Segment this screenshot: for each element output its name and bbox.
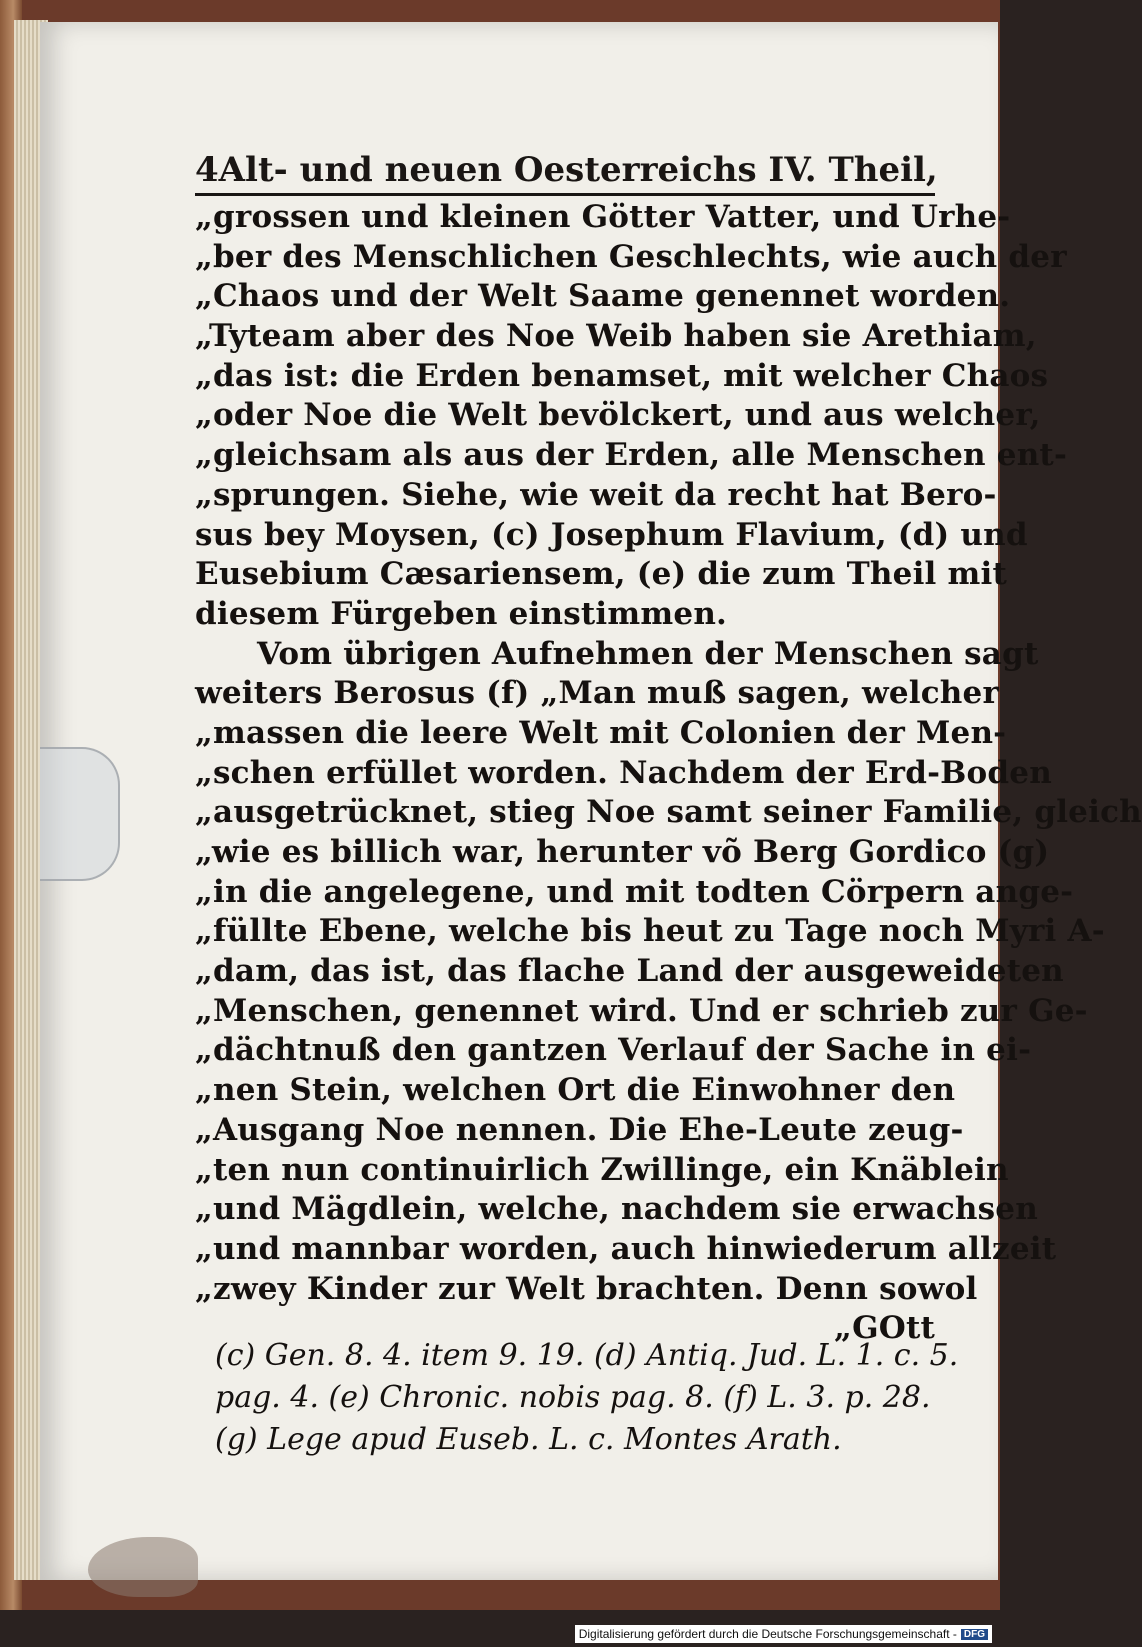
- text-line: „grossen und kleinen Götter Vatter, und Urhe-: [195, 199, 1011, 235]
- text-line: „ten nun continuirlich Zwillinge, ein Knäblein: [195, 1151, 1009, 1188]
- text-line: „Menschen, genennet wird. Und er schrieb zur Ge-: [195, 992, 1088, 1029]
- header-rule: [195, 193, 935, 196]
- footnote-line: (c) Gen. 8. 4. item 9. 19. (d) Antiq. Jud. L. 1. c. 5.: [215, 1338, 959, 1373]
- text-line: „und Mägdlein, welche, nachdem sie erwachsen: [195, 1191, 1038, 1228]
- text-line: „in die angelegene, und mit todten Cörpern ange-: [195, 873, 1074, 910]
- text-line: „zwey Kinder zur Welt brachten. Denn sowol: [195, 1270, 978, 1307]
- text-line: „dächtnuß den gantzen Verlauf der Sache in ei-: [195, 1032, 1032, 1069]
- page-clip: [40, 747, 120, 881]
- funding-credit: [575, 1625, 992, 1643]
- footnotes: [215, 1335, 959, 1461]
- text-line: „nen Stein, welchen Ort die Einwohner den: [195, 1072, 956, 1109]
- text-line: „Chaos und der Welt Saame genennet worden.: [195, 278, 1011, 315]
- footnote-line: (g) Lege apud Euseb. L. c. Montes Arath.: [215, 1422, 842, 1457]
- running-header: [195, 140, 938, 190]
- text-line: „dam, das ist, das flache Land der ausgeweideten: [195, 953, 1064, 990]
- text-line: „oder Noe die Welt bevölckert, und aus welcher,: [195, 397, 1041, 434]
- text-line: „sprungen. Siehe, wie weit da recht hat Bero-: [195, 476, 997, 513]
- paper-stain: [88, 1537, 198, 1597]
- text-line: Eusebium Cæsariensem, (e) die zum Theil mit: [195, 556, 1008, 593]
- text-line: „Ausgang Noe nennen. Die Ehe-Leute zeug-: [195, 1111, 964, 1148]
- catchword: „GOtt: [834, 1310, 935, 1347]
- text-line: „ausgetrücknet, stieg Noe samt seiner Familie, gleich: [195, 794, 1142, 831]
- main-text: [195, 198, 1142, 1349]
- text-line: „gleichsam als aus der Erden, alle Menschen ent-: [195, 437, 1068, 474]
- credit-text: Digitalisierung gefördert durch die Deutsche Forschungsgemeinschaft -: [578, 1627, 957, 1641]
- text-line: „füllte Ebene, welche bis heut zu Tage noch Myri A-: [195, 913, 1105, 950]
- paragraph-start-line: Vom übrigen Aufnehmen der Menschen sagt: [257, 635, 1039, 672]
- text-line: „wie es billich war, herunter võ Berg Gordico (g): [195, 834, 1050, 870]
- dfg-logo: DFG: [961, 1629, 988, 1640]
- text-line: diesem Fürgeben einstimmen.: [195, 595, 728, 632]
- text-line: „massen die leere Welt mit Colonien der Men-: [195, 714, 1007, 751]
- text-line: „schen erfüllet worden. Nachdem der Erd-Boden: [195, 754, 1052, 791]
- running-title: Alt- und neuen Oesterreichs IV. Theil,: [218, 150, 938, 190]
- page-number: 4: [195, 150, 219, 190]
- footer-bar: [0, 1610, 1000, 1647]
- text-line: „und mannbar worden, auch hinwiederum allzeit: [195, 1230, 1057, 1267]
- footnote-line: pag. 4. (e) Chronic. nobis pag. 8. (f) L. 3. p. 28.: [215, 1380, 931, 1415]
- text-line: „Tyteam aber des Noe Weib haben sie Arethiam,: [195, 318, 1037, 355]
- text-line: „ber des Menschlichen Geschlechts, wie auch der: [195, 238, 1067, 275]
- text-line: sus bey Moysen, (c) Josephum Flavium, (d) und: [195, 516, 1028, 553]
- text-line: weiters Berosus (f) „Man muß sagen, welcher: [195, 675, 1000, 712]
- text-line: „das ist: die Erden benamset, mit welcher Chaos: [195, 357, 1049, 394]
